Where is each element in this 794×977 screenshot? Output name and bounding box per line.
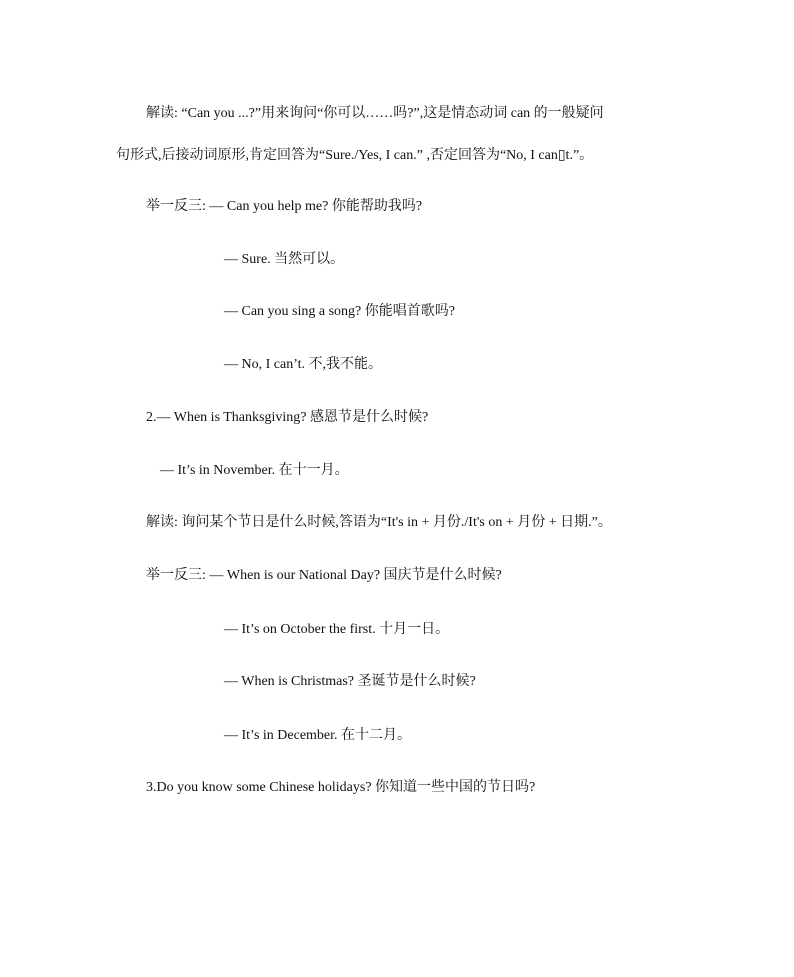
explanation-when-is: 解读: 询问某个节日是什么时候,答语为“It's in + 月份./It's on + 月份 + 日期.”。 [146,515,612,530]
example-heading-can-you-help: 举一反三: — Can you help me? 你能帮助我吗? [146,199,423,214]
example-answer-december: — It’s in December. 在十二月。 [224,728,412,743]
example-answer-no: — No, I can’t. 不,我不能。 [224,357,382,372]
explanation-can-you-line-1: 解读: “Can you ...?”用来询问“你可以……吗?”,这是情态动词 can 的一般疑问 [146,106,604,121]
example-question-christmas: — When is Christmas? 圣诞节是什么时候? [224,674,476,689]
explanation-can-you-line-2: 句形式,后接动词原形,肯定回答为“Sure./Yes, I can.” ,否定回答为“No, I can▯t.”。 [116,148,594,163]
example-heading-national-day: 举一反三: — When is our National Day? 国庆节是什么时候? [146,568,502,583]
item-2-answer-november: — It’s in November. 在十一月。 [160,463,349,478]
example-question-sing: — Can you sing a song? 你能唱首歌吗? [224,304,455,319]
example-answer-sure: — Sure. 当然可以。 [224,252,345,267]
item-2-question-thanksgiving: 2.— When is Thanksgiving? 感恩节是什么时候? [146,410,429,425]
example-answer-october: — It’s on October the first. 十月一日。 [224,622,450,637]
item-3-question-chinese-holidays: 3.Do you know some Chinese holidays? 你知道一些中国的节日吗? [146,780,536,795]
